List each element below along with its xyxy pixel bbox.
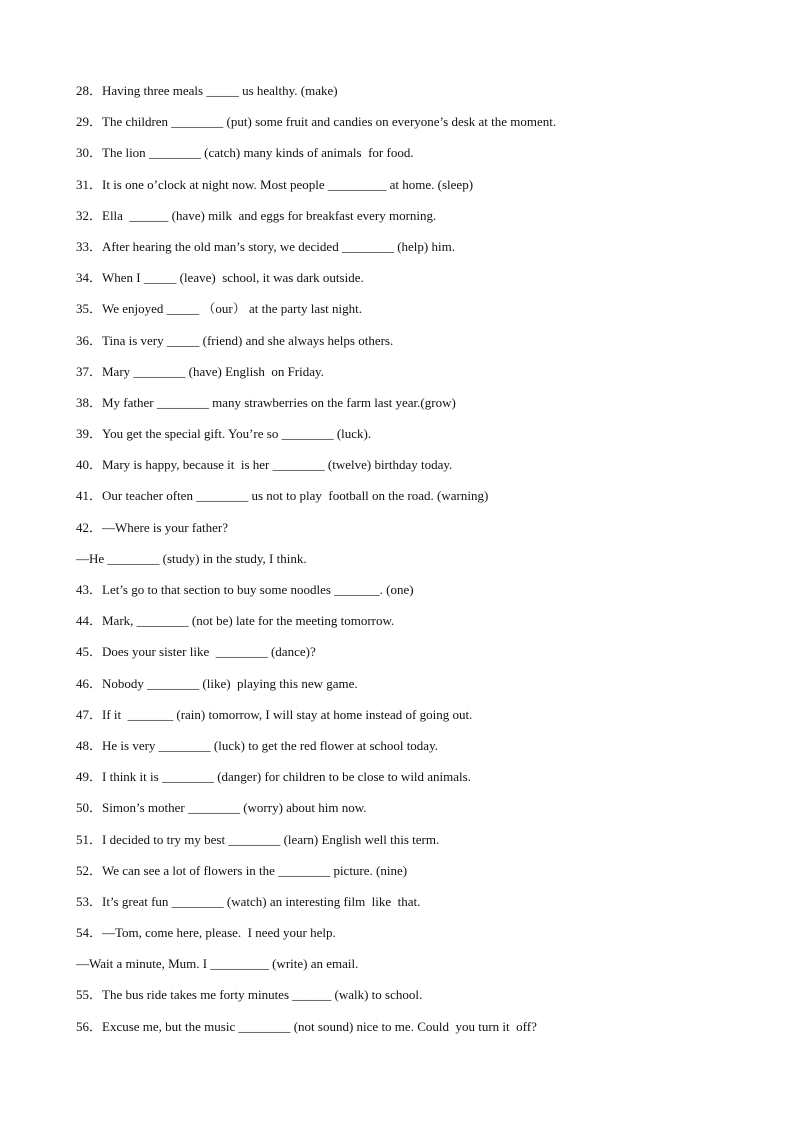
exercise-line: 28．Having three meals _____ us healthy. (make)	[76, 83, 338, 98]
exercise-line: 37．Mary ________ (have) English on Friday.	[76, 363, 324, 379]
exercise-line: 32．Ella ______ (have) milk and eggs for breakfast every morning.	[76, 207, 437, 223]
exercise-line: 51．I decided to try my best ________ (learn) English well this term.	[76, 831, 440, 847]
exercise-list	[76, 82, 766, 1049]
exercise-line: 42．—Where is your father?	[76, 519, 228, 535]
exercise-line: 55．The bus ride takes me forty minutes ______ (walk) to school.	[76, 987, 423, 1003]
exercise-line: 47．If it _______ (rain) tomorrow, I will stay at home instead of going out.	[76, 706, 473, 722]
exercise-line: 38．My father ________ many strawberries on the farm last year.(grow)	[76, 394, 456, 410]
exercise-line: 41．Our teacher often ________ us not to play football on the road. (warning)	[76, 488, 489, 504]
exercise-line: 54．—Tom, come here, please. I need your help.	[76, 925, 336, 941]
exercise-line: 46．Nobody ________ (like) playing this new game.	[76, 675, 358, 691]
exercise-line: 50．Simon’s mother ________ (worry) about him now.	[76, 800, 367, 816]
exercise-line: 40．Mary is happy, because it is her ________ (twelve) birthday today.	[76, 457, 453, 473]
exercise-line: 52．We can see a lot of flowers in the ________ picture. (nine)	[76, 862, 408, 878]
exercise-line: 36．Tina is very _____ (friend) and she always helps others.	[76, 332, 394, 348]
exercise-line: 33．After hearing the old man’s story, we decided ________ (help) him.	[76, 238, 455, 254]
exercise-line: 56．Excuse me, but the music ________ (not sound) nice to me. Could you turn it off?	[76, 1018, 537, 1034]
exercise-line: 30．The lion ________ (catch) many kinds of animals for food.	[76, 145, 414, 161]
exercise-line: 53．It’s great fun ________ (watch) an interesting film like that.	[76, 893, 421, 909]
exercise-line: 43．Let’s go to that section to buy some noodles _______. (one)	[76, 582, 414, 597]
exercise-line: 39．You get the special gift. You’re so ________ (luck).	[76, 426, 372, 442]
exercise-line: 29．The children ________ (put) some fruit and candies on everyone’s desk at the moment.	[76, 114, 557, 130]
exercise-line: 48．He is very ________ (luck) to get the red flower at school today.	[76, 737, 438, 753]
exercise-line: 31．It is one o’clock at night now. Most people _________ at home. (sleep)	[76, 176, 474, 192]
exercise-line: —He ________ (study) in the study, I think.	[76, 550, 307, 566]
exercise-line: 44．Mark, ________ (not be) late for the meeting tomorrow.	[76, 613, 395, 629]
exercise-line: 35．We enjoyed _____ （our） at the party last night.	[76, 301, 362, 317]
exercise-line: 49．I think it is ________ (danger) for children to be close to wild animals.	[76, 769, 471, 785]
exercise-line: 45．Does your sister like ________ (dance)?	[76, 644, 316, 660]
exercise-line: —Wait a minute, Mum. I _________ (write) an email.	[76, 956, 359, 972]
exercise-line: 34．When I _____ (leave) school, it was dark outside.	[76, 270, 364, 286]
